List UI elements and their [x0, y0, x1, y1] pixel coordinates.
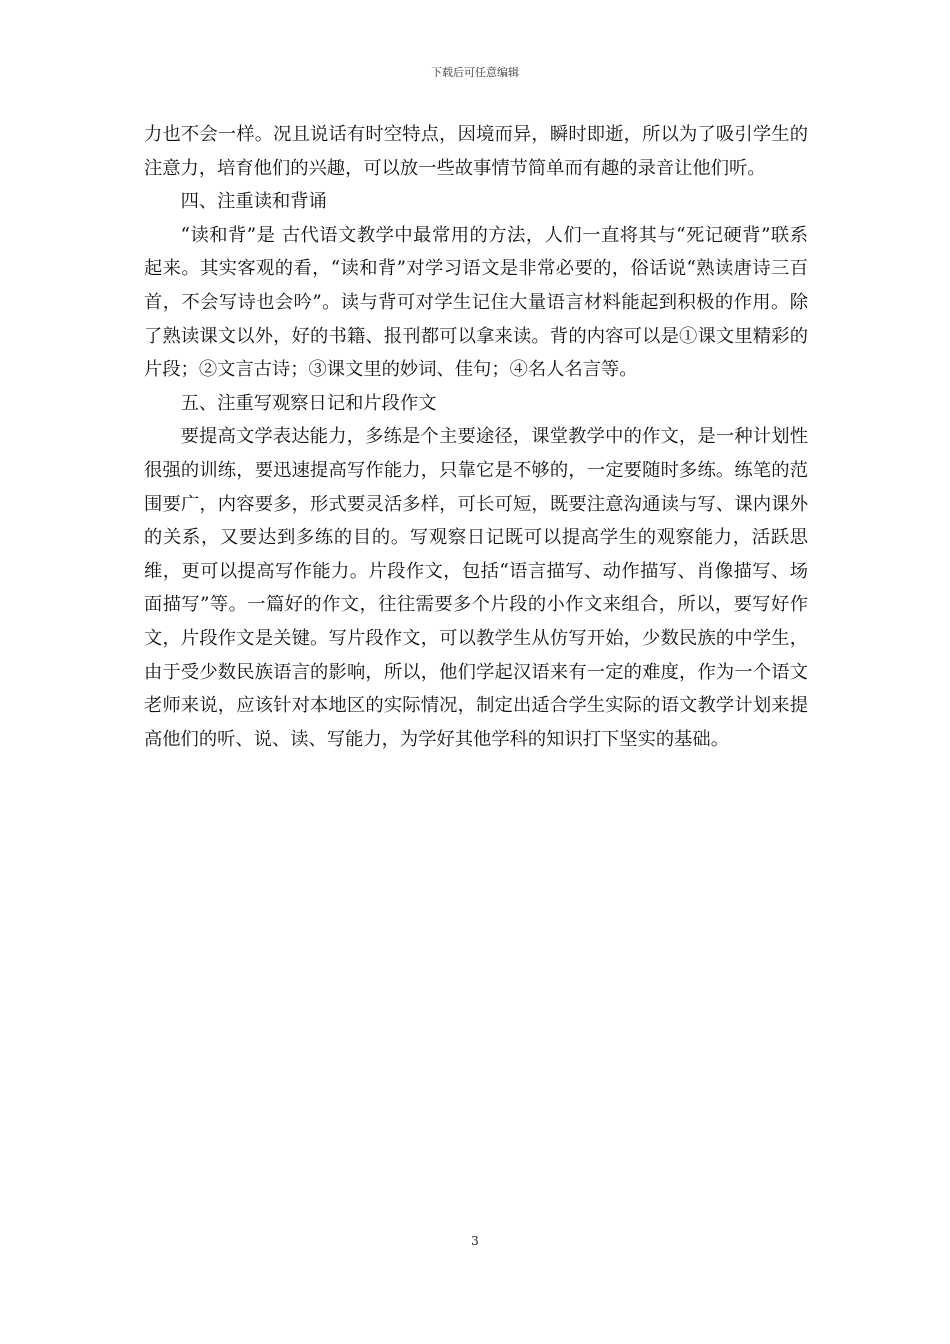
- section-heading-5: 五、注重写观察日记和片段作文: [180, 392, 437, 414]
- paragraph-writing-practice: 要提高文学表达能力，多练是个主要途径，课堂教学中的作文，是一种计划性很强的训练，要迅速提高写作能力，只靠它是不够的，一定要随时多练。练笔的范围要广，内容要多，形式要灵活多样，可长可短，既要注意沟通读与写、课内课外的关系，又要达到多练的目的。写观察日记既可以提高学生的观察能力，活跃思维，更可以提高写作能力。片段作文，包括“语言描写、动作描写、肖像描写、场面描写”等。一篇好的作文，往往需要多个片段的小作文来组合，所以，要写好作文，片段作文是关键。写片段作文，可以教学生从仿写开始，少数民族的中学生，由于受少数民族语言的影响，所以，他们学起汉语来有一定的难度，作为一个语文老师来说，应该针对本地区的实际情况，制定出适合学生实际的语文教学计划来提高他们的听、说、读、写能力，为学好其他学科的知识打下坚实的基础。: [144, 426, 808, 750]
- document-body: [144, 118, 808, 756]
- page-header: 下载后可任意编辑: [431, 66, 519, 79]
- paragraph-reading-recitation: “读和背”是 古代语文教学中最常用的方法，人们一直将其与“死记硬背”联系起来。其实客观的看，“读和背”对学习语文是非常必要的，俗话说“熟读唐诗三百首，不会写诗也会吟”。读与背可对学生记住大量语言材料能起到积极的作用。除了熟读课文以外，好的书籍、报刊都可以拿来读。背的内容可以是①课文里精彩的片段；②文言古诗；③课文里的妙词、佳句；④名人名言等。: [144, 224, 808, 381]
- page-number: 3: [471, 1234, 479, 1248]
- section-heading-4: 四、注重读和背诵: [180, 191, 327, 213]
- paragraph-continued: 力也不会一样。况且说话有时空特点，因境而异，瞬时即逝，所以为了吸引学生的注意力，培育他们的兴趣，可以放一些故事情节简单而有趣的录音让他们听。: [144, 124, 808, 179]
